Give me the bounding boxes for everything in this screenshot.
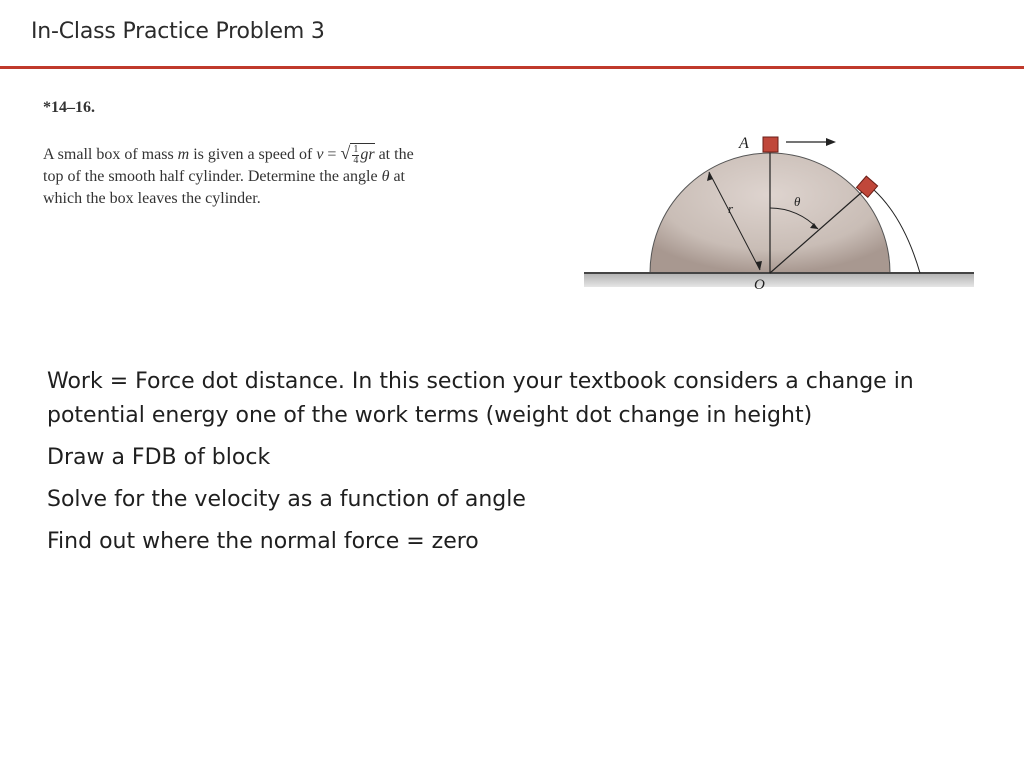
problem-line-3: which the box leaves the cylinder. <box>43 190 261 207</box>
label-theta: θ <box>794 194 801 209</box>
box-at-top <box>763 137 778 152</box>
sqrt-radicand <box>350 143 374 166</box>
slide-title: In-Class Practice Problem 3 <box>31 19 325 44</box>
problem-text-fragment: at the <box>374 146 414 163</box>
problem-number: *14–16. <box>43 99 95 116</box>
theta-symbol: θ <box>381 168 390 185</box>
gr-symbol: gr <box>360 146 375 163</box>
label-a: A <box>739 135 749 152</box>
label-o: O <box>754 277 765 293</box>
problem-statement <box>43 142 503 210</box>
title-divider <box>0 66 1024 69</box>
problem-line-1 <box>43 142 503 166</box>
velocity-arrowhead <box>826 138 836 146</box>
instruction-work-definition: Work = Force dot distance. In this section your textbook considers a change in potential energy one of the work terms (weight dot change in height) <box>47 369 914 428</box>
instruction-solve-velocity: Solve for the velocity as a function of angle <box>47 487 526 512</box>
instructions <box>47 365 917 567</box>
instruction-draw-fbd: Draw a FDB of block <box>47 445 271 470</box>
ground-hatch <box>584 273 974 287</box>
problem-text-fragment: at <box>389 168 405 185</box>
problem-line-2 <box>43 166 503 188</box>
problem-text-fragment: A small box of mass <box>43 146 178 163</box>
fraction-numerator: 1 <box>353 143 359 155</box>
instruction-normal-force: Find out where the normal force = zero <box>47 529 479 554</box>
sqrt-symbol: √ <box>340 143 351 163</box>
velocity-symbol: v <box>316 146 324 163</box>
problem-text-fragment: is given a speed of <box>189 146 317 163</box>
fraction <box>352 145 359 166</box>
half-cylinder-diagram <box>582 128 977 293</box>
label-r: r <box>728 201 734 216</box>
equals-sign: = <box>323 146 341 163</box>
fraction-denominator: 4 <box>353 154 359 166</box>
mass-symbol: m <box>177 146 190 163</box>
problem-text-fragment: top of the smooth half cylinder. Determine the angle <box>43 168 382 185</box>
